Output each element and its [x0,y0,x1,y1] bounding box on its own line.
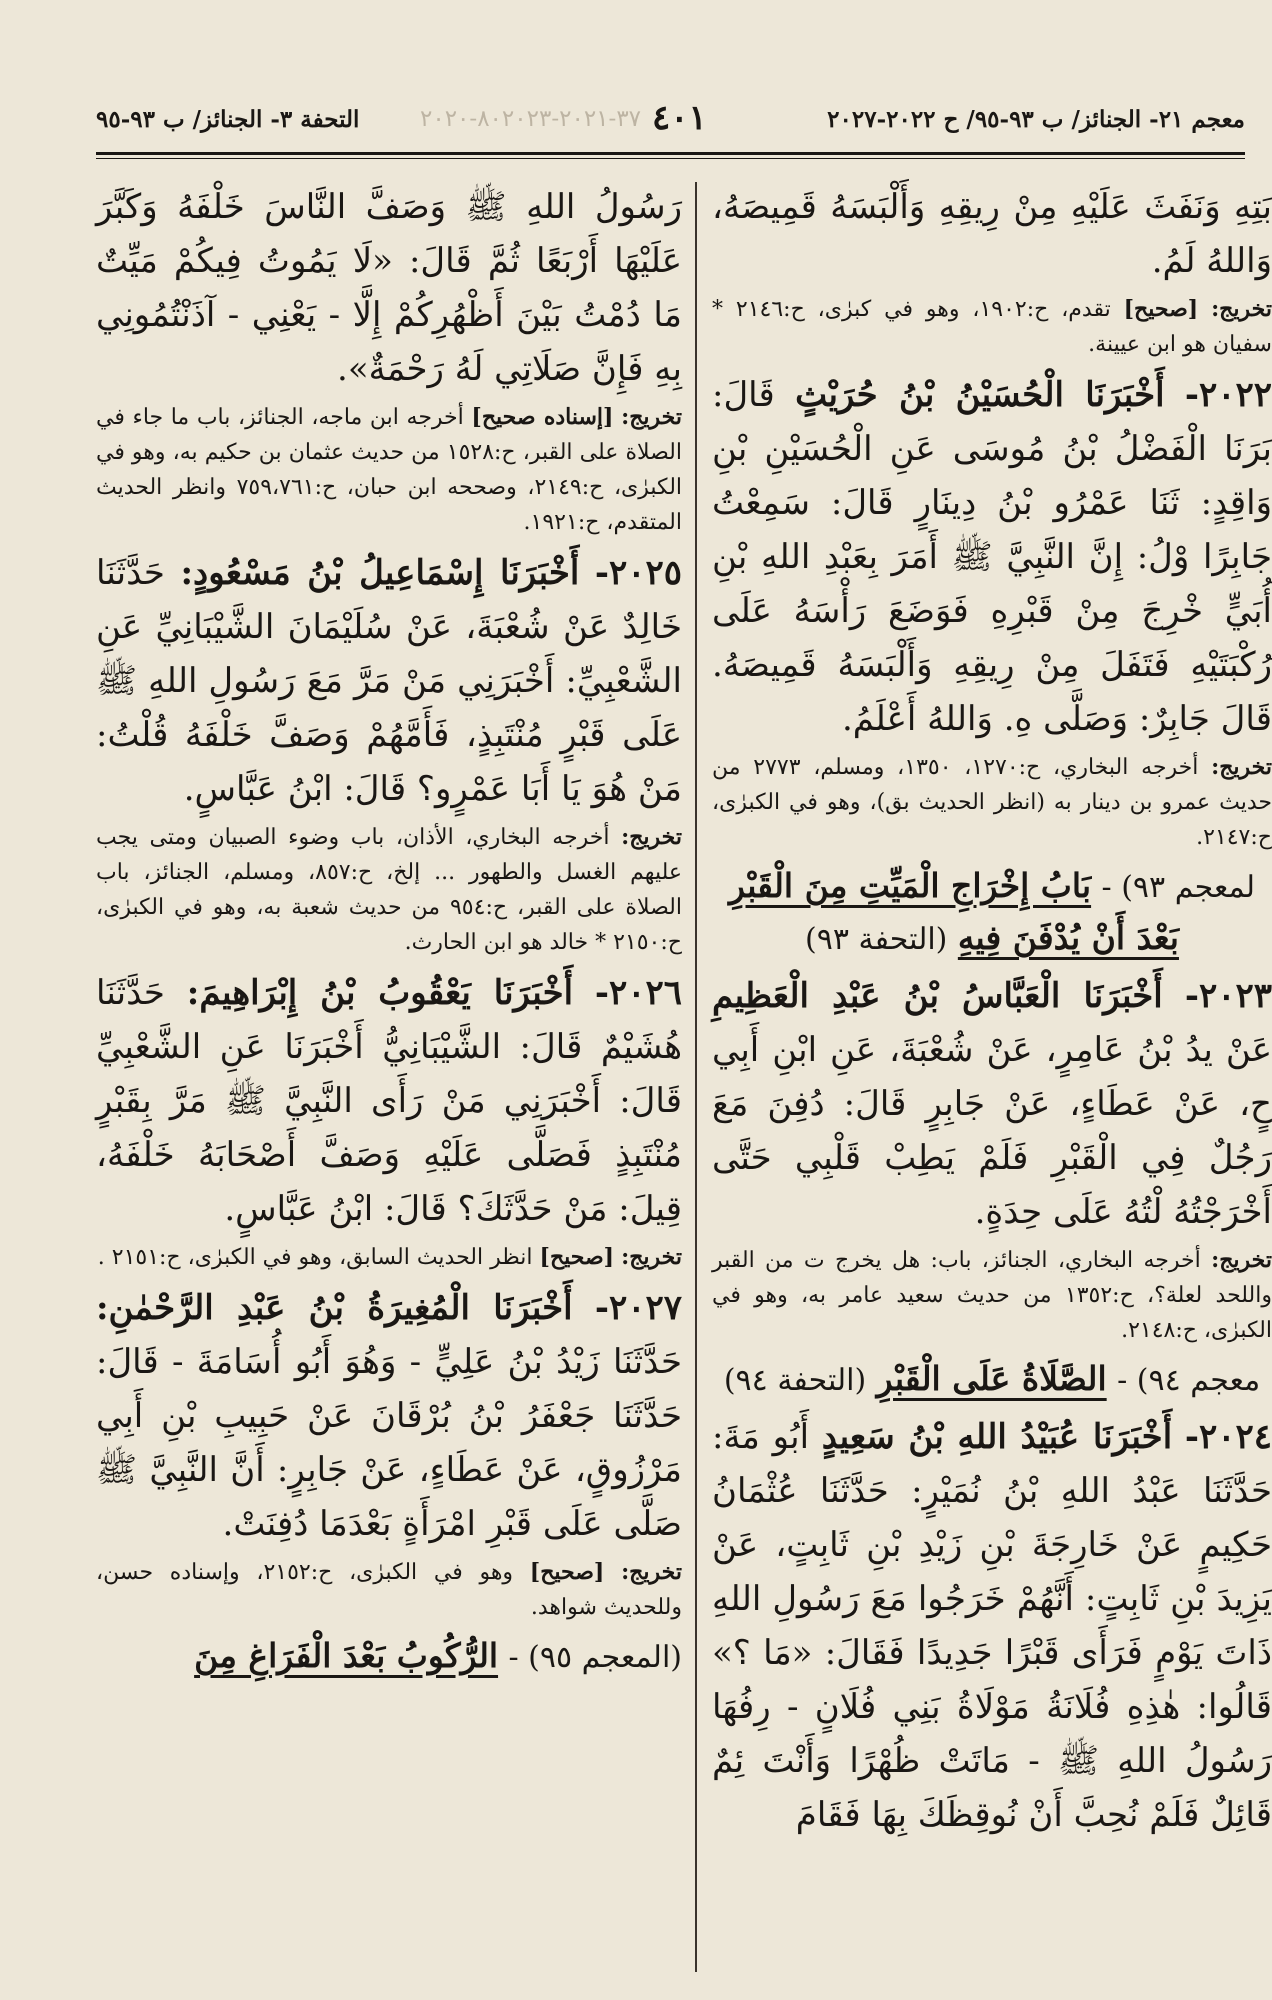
chapter-heading [712,861,1272,965]
hadith-narrator: أَخْبَرَنَا يَعْقُوبُ بْنُ إِبْرَاهِيمَ: [186,973,574,1013]
takhrij-text: وهو في الكبرٰى، ح:٢١٥٢، وإسناده حسن، وللحديث شواهد. [96,1560,682,1620]
left-column [96,180,682,1980]
takhrij-note [712,1243,1272,1348]
chapter-heading [712,1354,1272,1406]
running-header [0,100,1245,150]
hadith-body: حَدَّثَنَا زَيْدُ بْنُ عَلِيٍّ - وَهُوَ أَبُو أُسَامَةَ - قَالَ: حَدَّثَنَا جَعْفَرُ بْنُ بُرْقَانَ عَنْ حَبِيبِ بْنِ أَبِي مَرْزُوقٍ، عَنْ عَطَاءٍ، عَنْ جَابِرٍ: أَنَّ النَّبِيَّ ﷺ صَلَّى عَلَى قَبْرِ امْرَأَةٍ بَعْدَمَا دُفِنَتْ. [96,1342,682,1544]
chapter-title: الرُّكُوبُ بَعْدَ الْفَرَاغِ مِنَ [194,1636,499,1675]
hadith-body: أَبُو مَةَ: حَدَّثَنَا عَبْدُ اللهِ بْنُ نُمَيْرٍ: حَدَّثَنَا عُثْمَانُ حَكِيمٍ عَنْ خَارِجَةَ بْنِ زَيْدِ بْنِ ثَابِتٍ، عَنْ يَزِيدَ بْنِ ثَابِتٍ: أَنَّهُمْ خَرَجُوا مَعَ رَسُولِ اللهِ ذَاتَ يَوْمٍ فَرَأَى قَبْرًا جَدِيدًا فَقَالَ: «مَا ؟» قَالُوا: هٰذِهِ فُلَانَةُ مَوْلَاةُ بَنِي فُلَانٍ - رِفُهَا رَسُولُ اللهِ ﷺ - مَاتَتْ ظُهْرًا وَأَنْتَ ئِمٌ قَائِلٌ فَلَمْ نُحِبَّ أَنْ نُوقِظَكَ بِهَا فَقَامَ [712,1417,1272,1835]
chapter-title: بَابُ إِخْرَاجِ الْمَيِّتِ مِنَ الْقَبْرِ [729,866,1092,905]
grade-tag: [صحيح] [529,1559,605,1585]
takhrij-text: أخرجه ابن ماجه، الجنائز، باب ما جاء في الصلاة على القبر، ح:١٥٢٨ من حديث عثمان بن حكيم به، وهو في الكبرٰى، ح:٢١٤٩، وصححه ابن حبان، ح:٧٥٩،٧٦١ وانظر الحديث المتقدم، ح:١٩٢١. [96,405,683,535]
takhrij-text: أخرجه البخاري، الجنائز، باب: هل يخرج ت من القبر واللحد لعلة؟، ح:١٣٥٢ من حديث سعيد عامر به، وهو في الكبرٰى، ح:٢١٤٨. [712,1248,1272,1343]
header-left-chapter: التحفة ٣- الجنائز/ ب ٩٣-٩٥ [96,106,360,133]
page-number: ٤٠١ [652,98,707,138]
hadith-narrator: أَخْبَرَنَا الْمُغِيرَةُ بْنُ عَبْدِ الرَّحْمٰنِ: [96,1288,573,1328]
takhrij-note [96,1240,682,1275]
hadith-text [712,368,1272,746]
hadith-number: ٢٠٢٣- [1184,976,1272,1016]
takhrij-text: أخرجه البخاري، ح:١٢٧٠، ١٣٥٠، ومسلم، ٢٧٧٣ من حديث عمرو بن دينار به (انظر الحديث بق)، وهو في الكبرٰى، ح:٢١٤٧. [712,755,1272,850]
takhrij-label: تخريج: [1211,754,1272,780]
hadith-body: رَسُولُ اللهِ ﷺ وَصَفَّ النَّاسَ خَلْفَهُ وَكَبَّرَ عَلَيْهَا أَرْبَعًا ثُمَّ قَالَ: «لَا يَمُوتُ فِيكُمْ مَيِّتٌ مَا دُمْتُ بَيْنَ أَظْهُرِكُمْ إِلَّا - يَعْنِي - آذَنْتُمُونِي بِهِ فَإِنَّ صَلَاتِي لَهُ رَحْمَةٌ». [96,187,682,389]
chapter-heading [96,1631,682,1683]
hadith-text [96,180,682,396]
hadith-number: ٢٠٢٤- [1184,1417,1272,1457]
hadith-body: قَالَ: بَرَنَا الْفَضْلُ بْنُ مُوسَى عَنِ الْحُسَيْنِ بْنِ وَاقِدٍ: ثَنَا عَمْرُو بْنُ دِينَارٍ قَالَ: سَمِعْتُ جَابِرًا وْلُ: إِنَّ النَّبِيَّ ﷺ أَمَرَ بِعَبْدِ اللهِ بْنِ أُبَيٍّ خْرِجَ مِنْ قَبْرِهِ فَوَضَعَ رَأْسَهُ عَلَى رُكْبَتَيْهِ فَتَفَلَ مِنْ رِيقِهِ وَأَلْبَسَهُ قَمِيصَهُ. قَالَ جَابِرٌ: وَصَلَّى هِ. وَاللهُ أَعْلَمُ. [712,375,1272,739]
header-rule [96,152,1245,155]
takhrij-label: تخريج: [1211,1247,1272,1273]
takhrij-note [96,1555,682,1625]
hadith-body: بَتِهِ وَنَفَثَ عَلَيْهِ مِنْ رِيقِهِ وَأَلْبَسَهُ قَمِيصَهُ، وَاللهُ لَمُ. [712,187,1272,281]
hadith-narrator: أَخْبَرَنَا الْعَبَّاسُ بْنُ عَبْدِ الْعَظِيمِ [712,976,1163,1016]
column-divider [695,182,697,1972]
hadith-text [712,180,1272,288]
chapter-ref: معجم ٩٤) - [1117,1363,1261,1398]
takhrij-text: أخرجه البخاري، الأذان، باب وضوء الصبيان ومتى يجب عليهم الغسل والطهور ... إلخ، ح:٨٥٧، ومسلم، الجنائز، باب الصلاة على القبر، ح:٩٥٤ من حديث شعبة به، وهو في الكبرٰى، ح:٢١٥٠ * خالد هو ابن الحارث. [96,825,682,955]
takhrij-note [712,750,1272,855]
hadith-number: ٢٠٢٥- [594,553,683,593]
takhrij-note [96,820,682,960]
hadith-body: حَدَّثَنَا هُشَيْمٌ قَالَ: الشَّيْبَانِيُّ أَخْبَرَنَا عَنِ الشَّعْبِيِّ قَالَ: أَخْبَرَنِي مَنْ رَأَى النَّبِيَّ ﷺ مَرَّ بِقَبْرٍ مُنْتَبِذٍ فَصَلَّى عَلَيْهِ وَصَفَّ أَصْحَابَهُ خَلْفَهُ، قِيلَ: مَنْ حَدَّثَكَ؟ قَالَ: ابْنُ عَبَّاسٍ. [96,973,682,1229]
hadith-number: ٢٠٢٢- [1184,375,1272,415]
chapter-tuhfa-ref: (التحفة ٩٤) [723,1363,867,1398]
hadith-text [712,1410,1272,1842]
takhrij-text: تقدم، ح:١٩٠٢، وهو في كبرٰى، ح:٢١٤٦ * سفيان هو ابن عيينة. [712,297,1272,357]
hadith-narrator: أَخْبَرَنَا إِسْمَاعِيلُ بْنُ مَسْعُودٍ: [180,553,580,593]
takhrij-label: تخريج: [621,404,682,430]
header-bleed-through: ٣٧-٢٠٢١-٨٠٢٠٢٣-٢٠٢٠ [420,106,642,132]
grade-tag: [صحيح] [539,1244,615,1270]
grade-tag: [إسناده صحيح] [471,404,614,430]
takhrij-label: تخريج: [621,1244,682,1270]
hadith-text [712,969,1272,1239]
header-rule-thin [96,158,1245,159]
chapter-title-line2: بَعْدَ أَنْ يُدْفَنَ فِيهِ [957,918,1179,957]
hadith-narrator: أَخْبَرَنَا الْحُسَيْنُ بْنُ حُرَيْثٍ [795,375,1165,415]
chapter-ref: (المعجم ٩٥) - [508,1640,682,1675]
grade-tag: [صحيح] [1123,296,1199,322]
takhrij-note [96,400,682,540]
right-column [712,180,1272,1980]
takhrij-note [712,292,1272,362]
hadith-number: ٢٠٢٧- [594,1288,682,1328]
chapter-ref: لمعجم ٩٣) - [1101,870,1255,905]
chapter-title: الصَّلَاةُ عَلَى الْقَبْرِ [876,1359,1107,1398]
hadith-narrator: أَخْبَرَنَا عُبَيْدُ اللهِ بْنُ سَعِيدٍ [821,1417,1173,1457]
takhrij-label: تخريج: [621,824,683,850]
takhrij-label: تخريج: [1211,296,1272,322]
header-right-chapter: معجم ٢١- الجنائز/ ب ٩٣-٩٥/ ح ٢٠٢٢-٢٠٢٧ [827,106,1245,133]
hadith-text [96,1281,682,1551]
chapter-tuhfa-ref: (التحفة ٩٣) [805,922,948,957]
hadith-text [96,966,682,1236]
hadith-body: حَدَّثَنَا خَالِدٌ عَنْ شُعْبَةَ، عَنْ سُلَيْمَانَ الشَّيْبَانِيِّ عَنِ الشَّعْبِيِّ: أَخْبَرَنِي مَنْ مَرَّ مَعَ رَسُولِ اللهِ ﷺ عَلَى قَبْرٍ مُنْتَبِذٍ، فَأَمَّهُمْ وَصَفَّ خَلْفَهُ قُلْتُ: مَنْ هُوَ يَا أَبَا عَمْرٍو؟ قَالَ: ابْنُ عَبَّاسٍ. [96,553,682,809]
takhrij-label: تخريج: [621,1559,682,1585]
hadith-body: عَنْ يدُ بْنُ عَامِرٍ، عَنْ شُعْبَةَ، عَنِ ابْنِ أَبِي حٍ، عَنْ عَطَاءٍ، عَنْ جَابِرٍ قَالَ: دُفِنَ مَعَ رَجُلٌ فِي الْقَبْرِ فَلَمْ يَطِبْ قَلْبِي حَتَّى أَخْرَجْتُهُ لْتُهُ عَلَى حِدَةٍ. [712,1030,1272,1232]
hadith-text [96,546,682,816]
takhrij-text: انظر الحديث السابق، وهو في الكبرٰى، ح:٢١٥١ . [97,1245,533,1270]
hadith-number: ٢٠٢٦- [594,973,683,1013]
